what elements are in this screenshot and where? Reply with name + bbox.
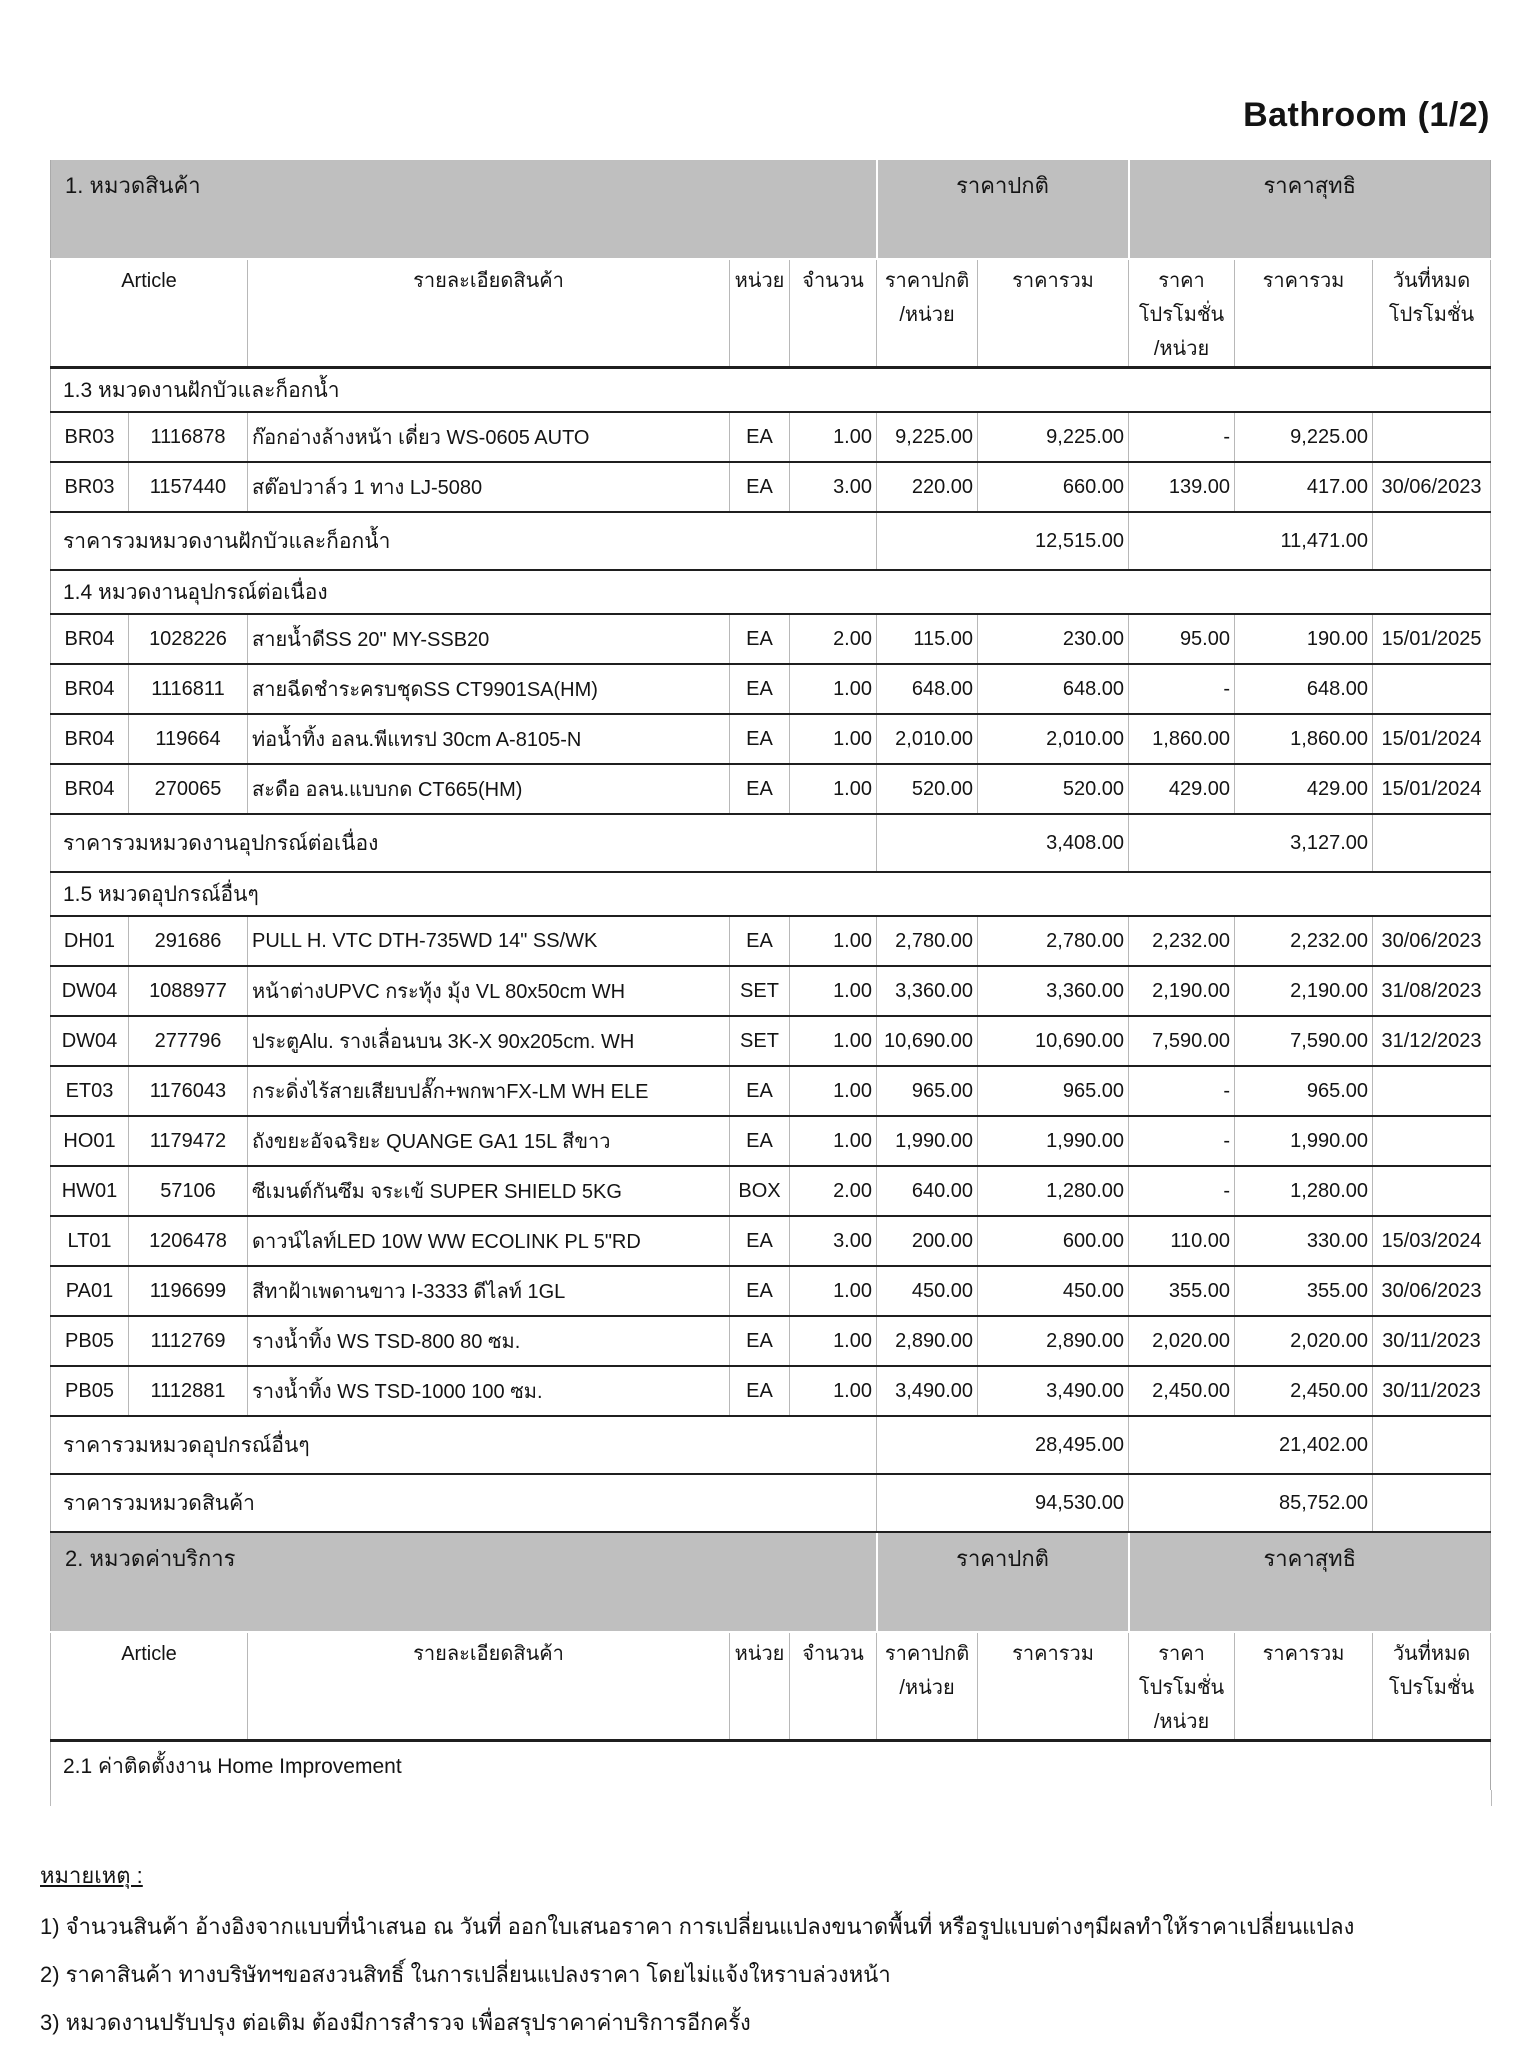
services-header-normal-total	[978, 1632, 1129, 1741]
services-header-article: Article	[51, 1632, 248, 1741]
product-row	[51, 1216, 1491, 1266]
services-band-normal-price-label: ราคาปกติ	[877, 1533, 1129, 1632]
product-row	[51, 412, 1491, 462]
cell-article-number: 277796	[129, 1016, 248, 1066]
cell-promo-unit-price: -	[1129, 1116, 1235, 1166]
product-row	[51, 966, 1491, 1016]
cell-unit: EA	[730, 1116, 790, 1166]
cell-article-number: 291686	[129, 916, 248, 966]
cell-category-code: HW01	[51, 1166, 129, 1216]
cell-promo-end-date: 30/06/2023	[1373, 916, 1491, 966]
cell-category-code: DW04	[51, 1016, 129, 1066]
services-header-net-total	[1235, 1632, 1373, 1741]
cell-category-code: PA01	[51, 1266, 129, 1316]
products-header-promo-end-date-line: โปรโมชั่น	[1388, 304, 1475, 326]
section-subtotal-row-label: ราคารวมหมวดอุปกรณ์อื่นๆ	[51, 1416, 877, 1474]
products-header-net-total-line: ราคารวม	[1262, 270, 1345, 292]
cell-normal-unit-price: 200.00	[877, 1216, 978, 1266]
products-header-normal-unit-price-line: ราคาปกติ	[884, 270, 970, 292]
services-header-promo-unit-price-line: โปรโมชั่น	[1138, 1677, 1225, 1699]
cell-description: ท่อน้ำทิ้ง อลน.พีแทรป 30cm A-8105-N	[248, 714, 730, 764]
cell-normal-total: 3,490.00	[978, 1366, 1129, 1416]
cell-description: PULL H. VTC DTH-735WD 14" SS/WK	[248, 916, 730, 966]
product-row	[51, 664, 1491, 714]
cell-category-code: BR04	[51, 764, 129, 814]
cell-promo-end-date: 30/06/2023	[1373, 1266, 1491, 1316]
cell-promo-unit-price: 95.00	[1129, 614, 1235, 664]
cell-description: หน้าต่างUPVC กระทุ้ง มุ้ง VL 80x50cm WH	[248, 966, 730, 1016]
cell-normal-total: 520.00	[978, 764, 1129, 814]
cell-normal-unit-price: 2,010.00	[877, 714, 978, 764]
cell-normal-unit-price: 648.00	[877, 664, 978, 714]
cell-description: สีทาฝ้าเพดานขาว I-3333 ดีไลท์ 1GL	[248, 1266, 730, 1316]
cell-normal-unit-price: 965.00	[877, 1066, 978, 1116]
section-subtotal-row-normal-total: 3,408.00	[877, 814, 1129, 872]
cell-description: รางน้ำทิ้ง WS TSD-800 80 ซม.	[248, 1316, 730, 1366]
cell-category-code: LT01	[51, 1216, 129, 1266]
cell-quantity: 1.00	[790, 764, 877, 814]
cell-normal-total: 1,280.00	[978, 1166, 1129, 1216]
products-grand-total-row	[51, 1474, 1491, 1532]
cell-category-code: HO01	[51, 1116, 129, 1166]
cell-description: ซีเมนต์กันซึม จระเข้ SUPER SHIELD 5KG	[248, 1166, 730, 1216]
cell-article-number: 1112881	[129, 1366, 248, 1416]
cell-normal-total: 965.00	[978, 1066, 1129, 1116]
cell-unit: EA	[730, 664, 790, 714]
cell-category-code: BR04	[51, 714, 129, 764]
cell-promo-end-date: 15/01/2024	[1373, 764, 1491, 814]
product-row	[51, 614, 1491, 664]
services-header-normal-unit-price-line: ราคาปกติ	[884, 1643, 970, 1665]
note-line: 1) จำนวนสินค้า อ้างอิงจากแบบที่นำเสนอ ณ วันที่ ออกใบเสนอราคา การเปลี่ยนแปลงขนาดพื้นที่ หรือรูปแบบต่างๆมีผลทำให้ราคาเปลี่ยนแปลง	[40, 1914, 1355, 1939]
services-band-label: 2. หมวดค่าบริการ	[51, 1533, 877, 1632]
cell-normal-unit-price: 450.00	[877, 1266, 978, 1316]
cell-quantity: 1.00	[790, 412, 877, 462]
section-subtotal-row-net-total: 3,127.00	[1129, 814, 1373, 872]
section-subtotal-row	[51, 814, 1491, 872]
cell-promo-end-date	[1373, 412, 1491, 462]
products-header-promo-end-date-line: วันที่หมด	[1392, 270, 1471, 292]
products-band-net-price-label: ราคาสุทธิ	[1129, 160, 1491, 259]
cell-quantity: 1.00	[790, 1366, 877, 1416]
cell-net-total: 2,450.00	[1235, 1366, 1373, 1416]
cell-net-total: 2,020.00	[1235, 1316, 1373, 1366]
section-subtotal-row-label: ราคารวมหมวดงานฝักบัวและก็อกน้ำ	[51, 512, 877, 570]
cell-net-total: 429.00	[1235, 764, 1373, 814]
products-band-label: 1. หมวดสินค้า	[51, 160, 877, 259]
services-header-promo-unit-price	[1129, 1632, 1235, 1741]
services-header-normal-total-line: ราคารวม	[1012, 1643, 1094, 1665]
cell-normal-total: 10,690.00	[978, 1016, 1129, 1066]
cell-normal-total: 2,890.00	[978, 1316, 1129, 1366]
cell-description: สายฉีดชำระครบชุดSS CT9901SA(HM)	[248, 664, 730, 714]
cell-category-code: PB05	[51, 1316, 129, 1366]
products-header-promo-end-date	[1373, 259, 1491, 368]
cell-normal-unit-price: 3,360.00	[877, 966, 978, 1016]
cell-article-number: 270065	[129, 764, 248, 814]
cell-article-number: 1116878	[129, 412, 248, 462]
section-subtotal-row-net-total: 11,471.00	[1129, 512, 1373, 570]
services-header-unit: หน่วย	[730, 1632, 790, 1741]
cell-unit: BOX	[730, 1166, 790, 1216]
section-label: 1.5 หมวดอุปกรณ์อื่นๆ	[51, 872, 1491, 916]
products-grand-total-row-label: ราคารวมหมวดสินค้า	[51, 1474, 877, 1532]
cell-promo-end-date: 15/01/2024	[1373, 714, 1491, 764]
cell-promo-unit-price: 429.00	[1129, 764, 1235, 814]
services-header-promo-unit-price-line: ราคา	[1158, 1643, 1205, 1665]
cell-unit: EA	[730, 1216, 790, 1266]
products-header-description: รายละเอียดสินค้า	[248, 259, 730, 368]
products-header-promo-unit-price-line: โปรโมชั่น	[1138, 304, 1225, 326]
cell-normal-total: 2,010.00	[978, 714, 1129, 764]
services-table-body	[51, 1533, 1491, 1790]
cell-article-number: 119664	[129, 714, 248, 764]
cell-normal-unit-price: 520.00	[877, 764, 978, 814]
cell-unit: EA	[730, 614, 790, 664]
cell-article-number: 57106	[129, 1166, 248, 1216]
section-subtotal-row	[51, 512, 1491, 570]
products-grand-total-row-net-total: 85,752.00	[1129, 1474, 1373, 1532]
products-header-net-total	[1235, 259, 1373, 368]
cell-promo-end-date	[1373, 1116, 1491, 1166]
product-row	[51, 1316, 1491, 1366]
cell-unit: SET	[730, 966, 790, 1016]
cell-promo-end-date	[1373, 1166, 1491, 1216]
cell-net-total: 2,232.00	[1235, 916, 1373, 966]
note-line: 2) ราคาสินค้า ทางบริษัทฯขอสงวนสิทธิ์ ในการเปลี่ยนแปลงราคา โดยไม่แจ้งใหราบล่วงหน้า	[40, 1962, 891, 1987]
products-band-row	[51, 160, 1491, 259]
cell-category-code: DW04	[51, 966, 129, 1016]
cell-net-total: 417.00	[1235, 462, 1373, 512]
services-header-promo-end-date-line: โปรโมชั่น	[1388, 1677, 1475, 1699]
section-subtotal-row-date-blank	[1373, 1416, 1491, 1474]
cell-description: สะดือ อลน.แบบกด CT665(HM)	[248, 764, 730, 814]
product-row	[51, 1116, 1491, 1166]
section-subtotal-row	[51, 1416, 1491, 1474]
cell-unit: EA	[730, 916, 790, 966]
cell-category-code: DH01	[51, 916, 129, 966]
cell-normal-total: 450.00	[978, 1266, 1129, 1316]
cell-description: ดาวน์ไลท์LED 10W WW ECOLINK PL 5"RD	[248, 1216, 730, 1266]
cell-description: ก๊อกอ่างล้างหน้า เดี่ยว WS-0605 AUTO	[248, 412, 730, 462]
services-header-normal-unit-price-line: /หน่วย	[899, 1677, 955, 1699]
cell-promo-unit-price: 110.00	[1129, 1216, 1235, 1266]
cell-article-number: 1112769	[129, 1316, 248, 1366]
cell-normal-unit-price: 2,890.00	[877, 1316, 978, 1366]
cell-article-number: 1179472	[129, 1116, 248, 1166]
product-row	[51, 916, 1491, 966]
product-row	[51, 1266, 1491, 1316]
cell-description: ประตูAlu. รางเลื่อนบน 3K-X 90x205cm. WH	[248, 1016, 730, 1066]
cell-net-total: 7,590.00	[1235, 1016, 1373, 1066]
services-header-net-total-line: ราคารวม	[1262, 1643, 1345, 1665]
cell-promo-unit-price: 2,232.00	[1129, 916, 1235, 966]
services-header-description: รายละเอียดสินค้า	[248, 1632, 730, 1741]
cell-quantity: 1.00	[790, 714, 877, 764]
product-row	[51, 1366, 1491, 1416]
cell-promo-end-date: 30/11/2023	[1373, 1366, 1491, 1416]
cell-description: กระดิ่งไร้สายเสียบปลั๊ก+พกพาFX-LM WH ELE	[248, 1066, 730, 1116]
cell-description: รางน้ำทิ้ง WS TSD-1000 100 ซม.	[248, 1366, 730, 1416]
cell-normal-unit-price: 10,690.00	[877, 1016, 978, 1066]
cell-normal-total: 648.00	[978, 664, 1129, 714]
cell-net-total: 648.00	[1235, 664, 1373, 714]
cell-category-code: BR04	[51, 664, 129, 714]
product-row	[51, 1016, 1491, 1066]
page-title: Bathroom (1/2)	[1243, 96, 1490, 134]
notes-heading: หมายเหตุ :	[40, 1863, 143, 1888]
cell-promo-unit-price: -	[1129, 1166, 1235, 1216]
cell-article-number: 1028226	[129, 614, 248, 664]
cell-article-number: 1157440	[129, 462, 248, 512]
cell-normal-total: 2,780.00	[978, 916, 1129, 966]
cell-category-code: PB05	[51, 1366, 129, 1416]
services-header-promo-unit-price-line: /หน่วย	[1153, 1711, 1210, 1733]
cell-description: สายน้ำดีSS 20" MY-SSB20	[248, 614, 730, 664]
section-header-row	[51, 872, 1491, 916]
section-subtotal-row-date-blank	[1373, 512, 1491, 570]
product-row	[51, 714, 1491, 764]
section-subtotal-row-net-total: 21,402.00	[1129, 1416, 1373, 1474]
services-band-net-price-label: ราคาสุทธิ	[1129, 1533, 1491, 1632]
product-row	[51, 1166, 1491, 1216]
section-label: 1.3 หมวดงานฝักบัวและก็อกน้ำ	[51, 368, 1491, 413]
cell-unit: EA	[730, 1316, 790, 1366]
cell-net-total: 9,225.00	[1235, 412, 1373, 462]
services-band-row	[51, 1533, 1491, 1632]
cell-net-total: 1,990.00	[1235, 1116, 1373, 1166]
cell-description: ถังขยะอัจฉริยะ QUANGE GA1 15L สีขาว	[248, 1116, 730, 1166]
cell-promo-unit-price: -	[1129, 1066, 1235, 1116]
cell-article-number: 1206478	[129, 1216, 248, 1266]
cell-quantity: 1.00	[790, 966, 877, 1016]
section-header-row	[51, 368, 1491, 413]
cell-quantity: 1.00	[790, 1116, 877, 1166]
products-header-promo-unit-price-line: /หน่วย	[1153, 338, 1210, 360]
cell-promo-end-date	[1373, 1066, 1491, 1116]
cell-promo-unit-price: 7,590.00	[1129, 1016, 1235, 1066]
products-header-normal-total	[978, 259, 1129, 368]
products-header-quantity: จำนวน	[790, 259, 877, 368]
cell-quantity: 3.00	[790, 462, 877, 512]
products-grand-total-row-normal-total: 94,530.00	[877, 1474, 1129, 1532]
cell-normal-unit-price: 1,990.00	[877, 1116, 978, 1166]
cell-normal-unit-price: 640.00	[877, 1166, 978, 1216]
products-header-normal-total-line: ราคารวม	[1012, 270, 1094, 292]
cell-quantity: 2.00	[790, 1166, 877, 1216]
cell-quantity: 1.00	[790, 916, 877, 966]
cell-category-code: ET03	[51, 1066, 129, 1116]
cell-net-total: 965.00	[1235, 1066, 1373, 1116]
cell-category-code: BR03	[51, 462, 129, 512]
cell-net-total: 1,280.00	[1235, 1166, 1373, 1216]
cell-normal-total: 660.00	[978, 462, 1129, 512]
cell-article-number: 1088977	[129, 966, 248, 1016]
cell-article-number: 1196699	[129, 1266, 248, 1316]
cell-promo-unit-price: 355.00	[1129, 1266, 1235, 1316]
cell-normal-unit-price: 115.00	[877, 614, 978, 664]
cell-quantity: 2.00	[790, 614, 877, 664]
notes-lines	[40, 1911, 1510, 2039]
products-header-row	[51, 259, 1491, 368]
cell-normal-unit-price: 9,225.00	[877, 412, 978, 462]
product-row	[51, 462, 1491, 512]
products-band-normal-price-label: ราคาปกติ	[877, 160, 1129, 259]
cell-normal-unit-price: 220.00	[877, 462, 978, 512]
cell-quantity: 1.00	[790, 1316, 877, 1366]
section-subtotal-row-normal-total: 12,515.00	[877, 512, 1129, 570]
section-header-row	[51, 570, 1491, 614]
cell-category-code: BR03	[51, 412, 129, 462]
note-line: 3) หมวดงานปรับปรุง ต่อเติม ต้องมีการสำรวจ เพื่อสรุปราคาค่าบริการอีกครั้ง	[40, 2010, 751, 2035]
services-header-promo-end-date-line: วันที่หมด	[1392, 1643, 1471, 1665]
cell-promo-end-date: 15/01/2025	[1373, 614, 1491, 664]
cell-unit: EA	[730, 764, 790, 814]
services-table	[50, 1533, 1491, 1790]
section-subtotal-row-label: ราคารวมหมวดงานอุปกรณ์ต่อเนื่อง	[51, 814, 877, 872]
products-grand-total-row-date-blank	[1373, 1474, 1491, 1532]
cell-promo-unit-price: 2,450.00	[1129, 1366, 1235, 1416]
table-continuation-borders	[50, 1790, 1492, 1806]
products-header-normal-unit-price	[877, 259, 978, 368]
cell-normal-total: 230.00	[978, 614, 1129, 664]
section-header-row	[51, 1741, 1491, 1791]
cell-promo-end-date: 30/06/2023	[1373, 462, 1491, 512]
cell-net-total: 2,190.00	[1235, 966, 1373, 1016]
product-row	[51, 764, 1491, 814]
section-label: 1.4 หมวดงานอุปกรณ์ต่อเนื่อง	[51, 570, 1491, 614]
cell-promo-unit-price: 2,020.00	[1129, 1316, 1235, 1366]
cell-quantity: 1.00	[790, 1266, 877, 1316]
services-header-promo-end-date	[1373, 1632, 1491, 1741]
cell-quantity: 1.00	[790, 1016, 877, 1066]
cell-promo-end-date	[1373, 664, 1491, 714]
cell-quantity: 1.00	[790, 664, 877, 714]
notes-section	[40, 1858, 1510, 2048]
products-header-article: Article	[51, 259, 248, 368]
cell-article-number: 1176043	[129, 1066, 248, 1116]
cell-promo-unit-price: -	[1129, 664, 1235, 714]
cell-article-number: 1116811	[129, 664, 248, 714]
cell-unit: EA	[730, 1066, 790, 1116]
section-subtotal-row-normal-total: 28,495.00	[877, 1416, 1129, 1474]
cell-promo-unit-price: 139.00	[1129, 462, 1235, 512]
cell-net-total: 355.00	[1235, 1266, 1373, 1316]
cell-normal-unit-price: 3,490.00	[877, 1366, 978, 1416]
cell-normal-total: 600.00	[978, 1216, 1129, 1266]
section-subtotal-row-date-blank	[1373, 814, 1491, 872]
product-row	[51, 1066, 1491, 1116]
products-header-unit: หน่วย	[730, 259, 790, 368]
section-label: 2.1 ค่าติดตั้งงาน Home Improvement	[51, 1741, 1491, 1791]
cell-unit: EA	[730, 714, 790, 764]
cell-description: สต๊อปวาล์ว 1 ทาง LJ-5080	[248, 462, 730, 512]
services-header-quantity: จำนวน	[790, 1632, 877, 1741]
cell-promo-end-date: 31/12/2023	[1373, 1016, 1491, 1066]
cell-unit: SET	[730, 1016, 790, 1066]
cell-unit: EA	[730, 1266, 790, 1316]
cell-quantity: 3.00	[790, 1216, 877, 1266]
products-table	[50, 160, 1491, 1533]
cell-normal-total: 3,360.00	[978, 966, 1129, 1016]
cell-promo-unit-price: 2,190.00	[1129, 966, 1235, 1016]
cell-category-code: BR04	[51, 614, 129, 664]
products-header-normal-unit-price-line: /หน่วย	[899, 304, 955, 326]
cell-normal-total: 1,990.00	[978, 1116, 1129, 1166]
cell-promo-end-date: 30/11/2023	[1373, 1316, 1491, 1366]
cell-net-total: 190.00	[1235, 614, 1373, 664]
cell-normal-total: 9,225.00	[978, 412, 1129, 462]
cell-quantity: 1.00	[790, 1066, 877, 1116]
cell-unit: EA	[730, 412, 790, 462]
cell-net-total: 330.00	[1235, 1216, 1373, 1266]
cell-unit: EA	[730, 462, 790, 512]
cell-unit: EA	[730, 1366, 790, 1416]
services-header-row	[51, 1632, 1491, 1741]
products-header-promo-unit-price	[1129, 259, 1235, 368]
cell-promo-end-date: 15/03/2024	[1373, 1216, 1491, 1266]
products-table-body	[51, 160, 1491, 1532]
cell-promo-unit-price: -	[1129, 412, 1235, 462]
cell-net-total: 1,860.00	[1235, 714, 1373, 764]
cell-promo-unit-price: 1,860.00	[1129, 714, 1235, 764]
services-header-normal-unit-price	[877, 1632, 978, 1741]
cell-normal-unit-price: 2,780.00	[877, 916, 978, 966]
cell-promo-end-date: 31/08/2023	[1373, 966, 1491, 1016]
products-header-promo-unit-price-line: ราคา	[1158, 270, 1205, 292]
